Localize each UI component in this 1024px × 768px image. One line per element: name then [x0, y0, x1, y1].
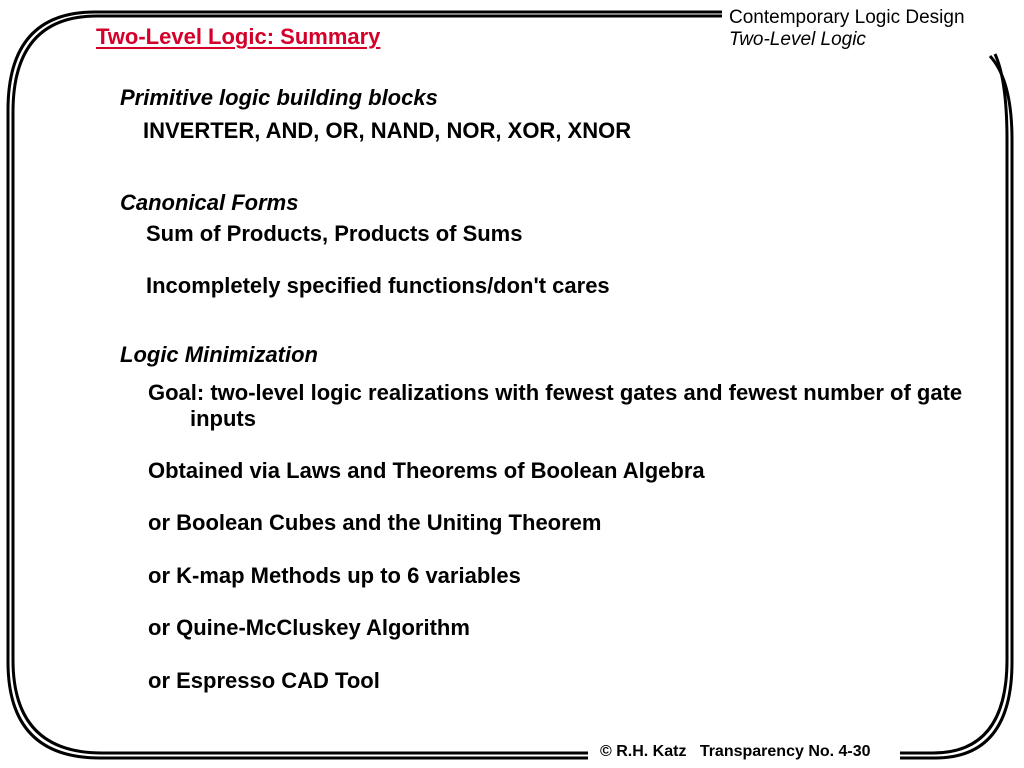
- list-item: or K-map Methods up to 6 variables: [148, 563, 521, 588]
- list-item: INVERTER, AND, OR, NAND, NOR, XOR, XNOR: [143, 118, 632, 143]
- list-item: or Quine-McCluskey Algorithm: [148, 615, 470, 640]
- footer: [594, 743, 877, 761]
- section-heading-primitive-blocks: Primitive logic building blocks: [120, 85, 438, 110]
- list-item: Sum of Products, Products of Sums: [146, 221, 523, 246]
- course-title: Contemporary Logic Design: [729, 7, 965, 28]
- chapter-title: Two-Level Logic: [729, 29, 866, 50]
- copyright: © R.H. Katz: [600, 743, 687, 760]
- list-item: Goal: two-level logic realizations with fewest gates and fewest number of gate inputs: [148, 380, 963, 431]
- page-title: Two-Level Logic: Summary: [96, 24, 381, 49]
- section-heading-logic-minimization: Logic Minimization: [120, 342, 318, 367]
- transparency-number: Transparency No. 4-30: [699, 743, 871, 760]
- list-item: or Boolean Cubes and the Uniting Theorem: [148, 510, 602, 535]
- list-item: or Espresso CAD Tool: [148, 668, 380, 693]
- section-heading-canonical-forms: Canonical Forms: [120, 190, 299, 215]
- list-item: Obtained via Laws and Theorems of Boolean Algebra: [148, 458, 705, 483]
- list-item: Incompletely specified functions/don't cares: [146, 273, 610, 298]
- course-header: [729, 7, 965, 51]
